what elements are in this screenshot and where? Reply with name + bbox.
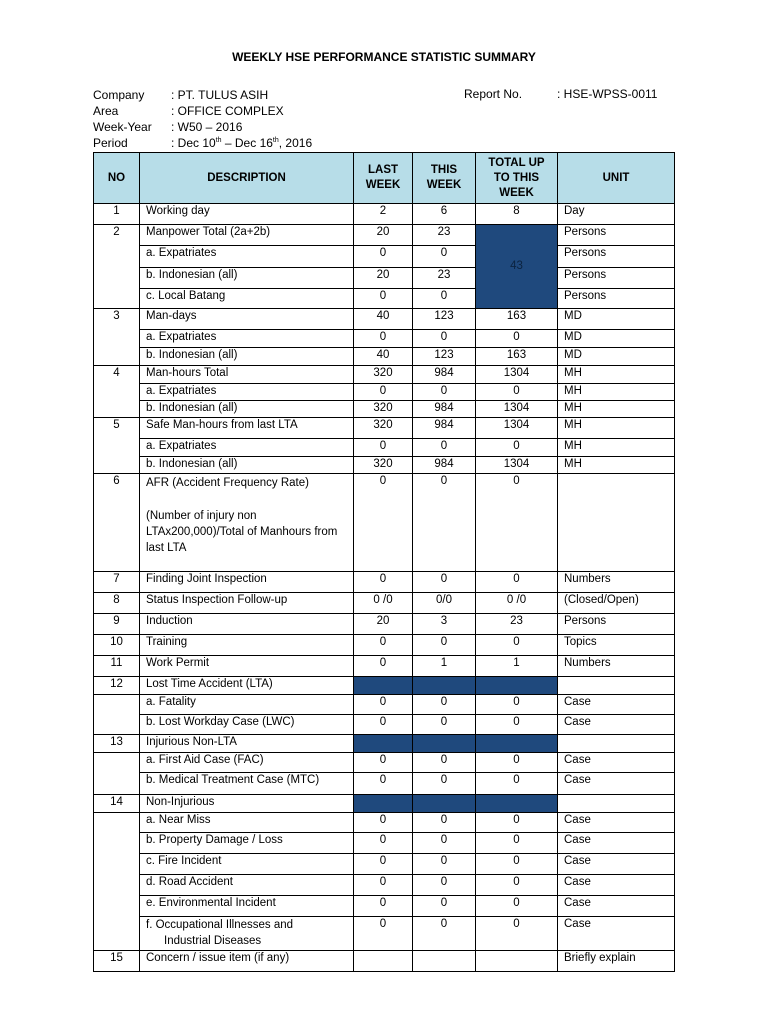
row-unit: Case	[558, 875, 675, 896]
row-description: a. Expatriates	[140, 439, 354, 457]
row-last-week: 320	[354, 401, 413, 418]
table-row	[94, 795, 675, 813]
row-unit: Persons	[558, 289, 675, 309]
afr-formula: (Number of injury non LTAx200,000)/Total of Manhours from last LTA	[146, 510, 338, 554]
row-unit: Case	[558, 753, 675, 773]
row-description	[140, 917, 354, 951]
row-total: 0	[476, 917, 558, 951]
table-row	[94, 330, 675, 348]
row-description: Finding Joint Inspection	[140, 572, 354, 593]
table-row	[94, 401, 675, 418]
row-unit: MH	[558, 457, 675, 474]
row-no: 7	[94, 572, 140, 593]
row-unit: Day	[558, 204, 675, 225]
row-unit: Persons	[558, 268, 675, 289]
row-no: 15	[94, 951, 140, 972]
header-total: TOTAL UP TO THIS WEEK	[476, 153, 558, 204]
row-unit: Case	[558, 833, 675, 854]
row-description: c. Local Batang	[140, 289, 354, 309]
table-row	[94, 813, 675, 833]
row-total: 0	[476, 572, 558, 593]
row-unit	[558, 795, 675, 813]
row-no: 13	[94, 735, 140, 753]
row-description: Man-days	[140, 309, 354, 330]
row-unit: Case	[558, 813, 675, 833]
row-no: 6	[94, 474, 140, 572]
row-unit: Case	[558, 695, 675, 715]
row-description: a. Near Miss	[140, 813, 354, 833]
row-no: 14	[94, 795, 140, 813]
table-row	[94, 917, 675, 951]
row-unit: Persons	[558, 246, 675, 268]
row-last-week: 0	[354, 695, 413, 715]
row-description: Lost Time Accident (LTA)	[140, 677, 354, 695]
row-this-week: 0	[413, 753, 476, 773]
row-no	[94, 753, 140, 795]
row-no: 2	[94, 225, 140, 309]
table-row	[94, 833, 675, 854]
row-total: 1304	[476, 457, 558, 474]
row-total: 0	[476, 813, 558, 833]
table-row	[94, 614, 675, 635]
header-this-week: THIS WEEK	[413, 153, 476, 204]
row-last-week: 320	[354, 457, 413, 474]
area-label: Area	[93, 104, 119, 118]
row-total: 163	[476, 309, 558, 330]
row-description: Manpower Total (2a+2b)	[140, 225, 354, 246]
header-last-week: LAST WEEK	[354, 153, 413, 204]
table-row	[94, 656, 675, 677]
blank-shaded-cell	[413, 795, 476, 813]
row-unit: (Closed/Open)	[558, 593, 675, 614]
manpower-total-cell: 43	[476, 225, 558, 309]
row-description: Status Inspection Follow-up	[140, 593, 354, 614]
row-last-week: 0	[354, 330, 413, 348]
table-row	[94, 735, 675, 753]
row-total: 0	[476, 384, 558, 401]
row-this-week: 123	[413, 309, 476, 330]
row-last-week: 0	[354, 875, 413, 896]
period-row	[93, 135, 312, 151]
table-row	[94, 875, 675, 896]
row-description: d. Road Accident	[140, 875, 354, 896]
row-unit: MH	[558, 439, 675, 457]
blank-shaded-cell	[354, 677, 413, 695]
header-unit: UNIT	[558, 153, 675, 204]
table-row	[94, 384, 675, 401]
row-unit: Case	[558, 773, 675, 795]
row-total: 0	[476, 854, 558, 875]
row-last-week: 0	[354, 833, 413, 854]
row-last-week: 0	[354, 439, 413, 457]
row-total: 0	[476, 695, 558, 715]
row-last-week: 20	[354, 225, 413, 246]
row-no	[94, 813, 140, 951]
occupational-line1: f. Occupational Illnesses and	[146, 919, 294, 931]
period-sup2: th	[272, 137, 279, 144]
table-row	[94, 309, 675, 330]
row-this-week: 0	[413, 572, 476, 593]
table-row	[94, 439, 675, 457]
row-this-week: 984	[413, 401, 476, 418]
report-value: : HSE-WPSS-0011	[557, 87, 658, 101]
row-last-week: 40	[354, 348, 413, 366]
blank-shaded-cell	[476, 795, 558, 813]
row-description: e. Environmental Incident	[140, 896, 354, 917]
row-total: 8	[476, 204, 558, 225]
row-this-week: 6	[413, 204, 476, 225]
row-description: a. First Aid Case (FAC)	[140, 753, 354, 773]
row-total: 0	[476, 875, 558, 896]
row-unit: MH	[558, 366, 675, 384]
row-total: 0	[476, 439, 558, 457]
table-row	[94, 289, 675, 309]
table-row	[94, 896, 675, 917]
row-this-week: 3	[413, 614, 476, 635]
table-row	[94, 225, 675, 246]
row-no: 9	[94, 614, 140, 635]
row-total: 23	[476, 614, 558, 635]
period-suffix: , 2016	[278, 136, 313, 150]
table-row	[94, 474, 675, 572]
row-this-week: 0	[413, 384, 476, 401]
row-this-week: 984	[413, 366, 476, 384]
row-this-week: 0	[413, 330, 476, 348]
row-unit: Numbers	[558, 656, 675, 677]
row-this-week: 23	[413, 268, 476, 289]
row-this-week: 0	[413, 246, 476, 268]
row-last-week: 320	[354, 366, 413, 384]
row-unit: MD	[558, 348, 675, 366]
row-this-week: 0	[413, 896, 476, 917]
afr-title: AFR (Accident Frequency Rate)	[146, 477, 309, 489]
row-total: 1304	[476, 366, 558, 384]
row-unit: MH	[558, 384, 675, 401]
row-unit	[558, 735, 675, 753]
row-total: 0	[476, 773, 558, 795]
row-this-week: 0	[413, 917, 476, 951]
blank-shaded-cell	[476, 677, 558, 695]
row-description: Induction	[140, 614, 354, 635]
table-row	[94, 854, 675, 875]
company-value: : PT. TULUS ASIH	[171, 88, 269, 102]
row-this-week: 984	[413, 418, 476, 439]
table-row	[94, 418, 675, 439]
row-unit	[558, 474, 675, 572]
company-row	[93, 87, 312, 103]
row-description: Concern / issue item (if any)	[140, 951, 354, 972]
row-total: 0	[476, 715, 558, 735]
row-last-week: 0	[354, 384, 413, 401]
row-this-week: 23	[413, 225, 476, 246]
row-description: Training	[140, 635, 354, 656]
row-total: 0	[476, 753, 558, 773]
row-total: 163	[476, 348, 558, 366]
row-description: b. Indonesian (all)	[140, 268, 354, 289]
row-total: 0	[476, 833, 558, 854]
occupational-line2: Industrial Diseases	[164, 935, 262, 947]
row-last-week: 0	[354, 813, 413, 833]
blank-shaded-cell	[354, 795, 413, 813]
row-total: 1304	[476, 418, 558, 439]
report-meta	[93, 87, 312, 151]
blank-shaded-cell	[413, 677, 476, 695]
row-no: 3	[94, 309, 140, 366]
row-unit: MH	[558, 401, 675, 418]
row-total	[476, 951, 558, 972]
table-row	[94, 715, 675, 735]
table-row	[94, 572, 675, 593]
blank-shaded-cell	[413, 735, 476, 753]
row-description: Injurious Non-LTA	[140, 735, 354, 753]
row-last-week: 0	[354, 246, 413, 268]
row-description: b. Property Damage / Loss	[140, 833, 354, 854]
row-no: 4	[94, 366, 140, 418]
row-this-week: 0	[413, 875, 476, 896]
row-total: 0	[476, 635, 558, 656]
blank-shaded-cell	[476, 735, 558, 753]
row-description: Man-hours Total	[140, 366, 354, 384]
row-no	[94, 695, 140, 735]
row-description: b. Indonesian (all)	[140, 457, 354, 474]
row-no: 11	[94, 656, 140, 677]
row-last-week: 2	[354, 204, 413, 225]
row-description: a. Expatriates	[140, 330, 354, 348]
row-last-week: 20	[354, 268, 413, 289]
period-sup1: th	[215, 137, 222, 144]
row-this-week: 0	[413, 773, 476, 795]
row-description: Working day	[140, 204, 354, 225]
table-row	[94, 268, 675, 289]
weekyear-row	[93, 119, 312, 135]
row-last-week	[354, 951, 413, 972]
header-description: DESCRIPTION	[140, 153, 354, 204]
company-label: Company	[93, 88, 145, 102]
row-unit: Case	[558, 896, 675, 917]
row-no: 8	[94, 593, 140, 614]
blank-shaded-cell	[354, 735, 413, 753]
row-unit: Briefly explain	[558, 951, 675, 972]
row-no: 12	[94, 677, 140, 695]
row-last-week: 0	[354, 572, 413, 593]
row-unit: Case	[558, 917, 675, 951]
row-unit: Persons	[558, 225, 675, 246]
row-this-week: 123	[413, 348, 476, 366]
row-no: 1	[94, 204, 140, 225]
row-unit: Case	[558, 854, 675, 875]
row-description	[140, 474, 354, 572]
table-header-row	[94, 153, 675, 204]
row-this-week: 0	[413, 813, 476, 833]
row-description: a. Fatality	[140, 695, 354, 715]
row-this-week: 984	[413, 457, 476, 474]
row-no: 10	[94, 635, 140, 656]
row-unit: MD	[558, 309, 675, 330]
row-this-week: 0	[413, 833, 476, 854]
report-label: Report No.	[464, 87, 523, 101]
row-no: 5	[94, 418, 140, 474]
hse-statistics-table	[93, 152, 675, 972]
row-last-week: 0	[354, 656, 413, 677]
table-row	[94, 348, 675, 366]
row-description: b. Lost Workday Case (LWC)	[140, 715, 354, 735]
row-this-week: 0	[413, 854, 476, 875]
table-row	[94, 593, 675, 614]
row-last-week: 0	[354, 773, 413, 795]
row-unit: MH	[558, 418, 675, 439]
table-row	[94, 753, 675, 773]
table-row	[94, 204, 675, 225]
period-label: Period	[93, 136, 128, 150]
row-description: c. Fire Incident	[140, 854, 354, 875]
row-description: b. Medical Treatment Case (MTC)	[140, 773, 354, 795]
row-total: 0 /0	[476, 593, 558, 614]
row-description: a. Expatriates	[140, 246, 354, 268]
table-row	[94, 677, 675, 695]
row-last-week: 0	[354, 289, 413, 309]
row-unit: Persons	[558, 614, 675, 635]
row-description: Safe Man-hours from last LTA	[140, 418, 354, 439]
weekyear-value: : W50 – 2016	[171, 120, 243, 134]
row-unit: Numbers	[558, 572, 675, 593]
period-prefix: : Dec 10	[171, 136, 216, 150]
report-title: WEEKLY HSE PERFORMANCE STATISTIC SUMMARY	[232, 50, 536, 64]
row-unit: Case	[558, 715, 675, 735]
row-last-week: 0	[354, 896, 413, 917]
row-last-week: 320	[354, 418, 413, 439]
row-last-week: 0 /0	[354, 593, 413, 614]
table-row	[94, 457, 675, 474]
period-mid: – Dec 16	[221, 136, 273, 150]
row-last-week: 0	[354, 635, 413, 656]
row-total: 0	[476, 330, 558, 348]
row-unit: Topics	[558, 635, 675, 656]
row-description: b. Indonesian (all)	[140, 401, 354, 418]
weekyear-label: Week-Year	[93, 120, 152, 134]
row-last-week: 0	[354, 917, 413, 951]
table-row	[94, 246, 675, 268]
row-this-week	[413, 951, 476, 972]
row-last-week: 40	[354, 309, 413, 330]
row-total: 0	[476, 474, 558, 572]
table-row	[94, 951, 675, 972]
area-value: : OFFICE COMPLEX	[171, 104, 284, 118]
row-last-week: 20	[354, 614, 413, 635]
row-description: Non-Injurious	[140, 795, 354, 813]
row-last-week: 0	[354, 753, 413, 773]
row-total: 0	[476, 896, 558, 917]
period-value	[171, 135, 312, 151]
row-this-week: 0	[413, 635, 476, 656]
row-unit	[558, 677, 675, 695]
row-this-week: 0	[413, 715, 476, 735]
report-number	[464, 87, 657, 101]
row-description: Work Permit	[140, 656, 354, 677]
row-this-week: 1	[413, 656, 476, 677]
row-unit: MD	[558, 330, 675, 348]
table-row	[94, 773, 675, 795]
row-this-week: 0/0	[413, 593, 476, 614]
row-description: b. Indonesian (all)	[140, 348, 354, 366]
table-row	[94, 635, 675, 656]
table-row	[94, 366, 675, 384]
row-this-week: 0	[413, 474, 476, 572]
row-this-week: 0	[413, 289, 476, 309]
row-total: 1	[476, 656, 558, 677]
row-last-week: 0	[354, 715, 413, 735]
row-this-week: 0	[413, 439, 476, 457]
table-row	[94, 695, 675, 715]
row-last-week: 0	[354, 854, 413, 875]
row-description: a. Expatriates	[140, 384, 354, 401]
row-total: 1304	[476, 401, 558, 418]
header-no: NO	[94, 153, 140, 204]
area-row	[93, 103, 312, 119]
row-last-week: 0	[354, 474, 413, 572]
row-this-week: 0	[413, 695, 476, 715]
